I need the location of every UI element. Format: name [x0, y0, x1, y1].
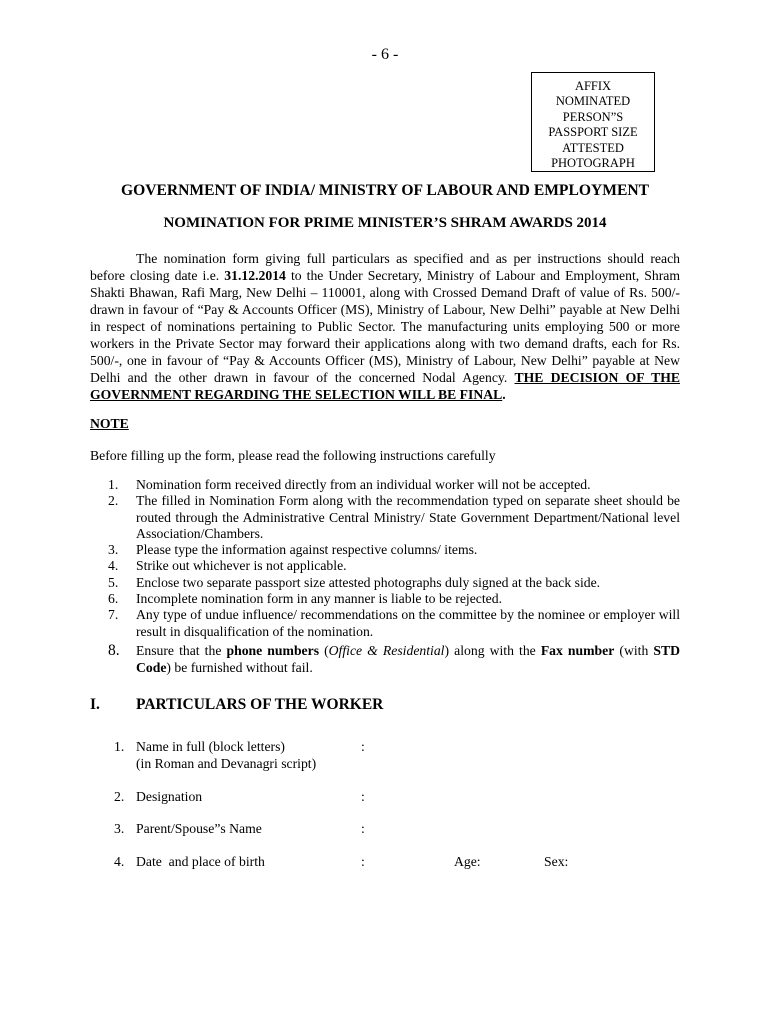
list-item-number: 5.	[108, 574, 119, 590]
photo-box-line: PHOTOGRAPH	[551, 156, 635, 171]
field-colon: :	[361, 789, 365, 804]
note-heading: NOTE	[90, 416, 129, 431]
list-item	[108, 542, 680, 558]
list-item	[108, 493, 680, 542]
list-item-number: 3.	[108, 542, 119, 558]
list-item	[108, 558, 680, 574]
field-number: 3.	[114, 821, 125, 836]
field-sublabel-name: (in Roman and Devanagri script)	[136, 756, 317, 771]
office-residential-text: Office & Residential	[328, 642, 445, 658]
field-label-name: Name in full (block letters)	[136, 739, 285, 754]
field-label-age: Age:	[454, 854, 481, 869]
phone-numbers-text: phone numbers	[226, 642, 320, 658]
text-run: Ensure that the	[136, 642, 227, 658]
section-title: PARTICULARS OF THE WORKER	[136, 696, 384, 713]
list-item	[108, 642, 680, 676]
intro-text: to the Under Secretary, Ministry of Labour and Employment, Shram Shakti Bhawan, Rafi Marg, New Delhi – 110001, along with Crossed Demand Draft of value of Rs. 500/- drawn in favour of “Pay & Accounts Officer (MS), Ministry of Labour, New Delhi” payable at New Delhi in respect of nominations pertaining to Public Sector. The manufacturing units employing 500 or more workers in the Private Sector may forward their applications along with two demand drafts, each for Rs. 500/-, one in favour of “Pay & Accounts Officer (MS), Ministry of Labour, New Delhi” payable at New Delhi and the other drawn in favour of the concerned Nodal Agency.	[90, 268, 681, 385]
intro-text: The nomination form giving full particulars as specified and as per instructions should reach before closing date i.e.	[90, 251, 680, 283]
photo-box-line: AFFIX	[574, 79, 612, 93]
before-filling-text: Before filling up the form, please read the following instructions carefully	[90, 448, 496, 463]
photo-box-line: PERSON”S	[562, 109, 624, 124]
field-number: 4.	[114, 854, 125, 869]
ministry-heading: GOVERNMENT OF INDIA/ MINISTRY OF LABOUR AND EMPLOYMENT	[120, 182, 650, 199]
list-item-text: Nomination form received directly from an individual worker will not be accepted.	[136, 477, 591, 492]
award-heading: NOMINATION FOR PRIME MINISTER’S SHRAM AWARDS 2014	[163, 215, 607, 231]
list-item	[108, 575, 680, 591]
fax-number-text: Fax number	[540, 642, 615, 658]
field-colon: :	[361, 739, 365, 754]
list-item-number: 6.	[108, 591, 119, 607]
list-item	[108, 591, 680, 607]
std-code-text: STD Code	[136, 642, 681, 675]
list-item-text: Please type the information against respective columns/ items.	[136, 542, 478, 558]
field-colon: :	[361, 821, 365, 836]
photo-box-line: ATTESTED	[562, 140, 624, 155]
field-label-sex: Sex:	[544, 854, 569, 869]
list-item-text: Strike out whichever is not applicable.	[136, 558, 347, 574]
intro-end: .	[502, 387, 506, 402]
list-item-number: 7.	[108, 607, 119, 623]
field-number: 1.	[114, 739, 125, 754]
intro-paragraph	[90, 250, 680, 403]
page-number: - 6 -	[371, 46, 399, 63]
instruction-list	[108, 477, 680, 676]
closing-date: 31.12.2014	[224, 268, 286, 283]
list-item-text: Any type of undue influence/ recommendations on the committee by the nominee or employer will result in disqualification of the nomination.	[136, 607, 680, 639]
section-number: I.	[90, 696, 100, 713]
field-label-parent-spouse: Parent/Spouse”s Name	[136, 821, 262, 836]
field-colon: :	[361, 854, 365, 869]
list-item-number: 2.	[108, 493, 119, 509]
list-item	[108, 607, 680, 640]
photo-box-line: NOMINATED	[555, 94, 631, 109]
field-label-birth: Date and place of birth	[136, 854, 265, 869]
list-item-text: Incomplete nomination form in any manner is liable to be rejected.	[136, 591, 503, 607]
photo-box-line: PASSPORT SIZE	[548, 125, 638, 140]
list-item-number: 1.	[108, 477, 119, 492]
list-item-number: 8.	[108, 641, 120, 659]
text-run: (with	[614, 642, 654, 658]
photo-affix-box	[531, 72, 655, 172]
decision-statement: THE DECISION OF THE GOVERNMENT REGARDING THE SELECTION WILL BE FINAL	[90, 370, 680, 402]
field-number: 2.	[114, 789, 125, 804]
list-item-text	[136, 642, 680, 676]
field-label-designation: Designation	[136, 789, 203, 804]
text-run: ) be furnished without fail.	[166, 659, 313, 675]
list-item-text: The filled in Nomination Form along with the recommendation typed on separate sheet should be routed through the Administrative Central Ministry/ State Government Department/National level Association/Chambers.	[136, 493, 680, 541]
text-run: (	[319, 642, 329, 658]
list-item	[108, 477, 680, 493]
list-item-text: Enclose two separate passport size attested photographs duly signed at the back side.	[136, 574, 601, 590]
list-item-number: 4.	[108, 558, 119, 574]
text-run: ) along with the	[444, 642, 541, 658]
